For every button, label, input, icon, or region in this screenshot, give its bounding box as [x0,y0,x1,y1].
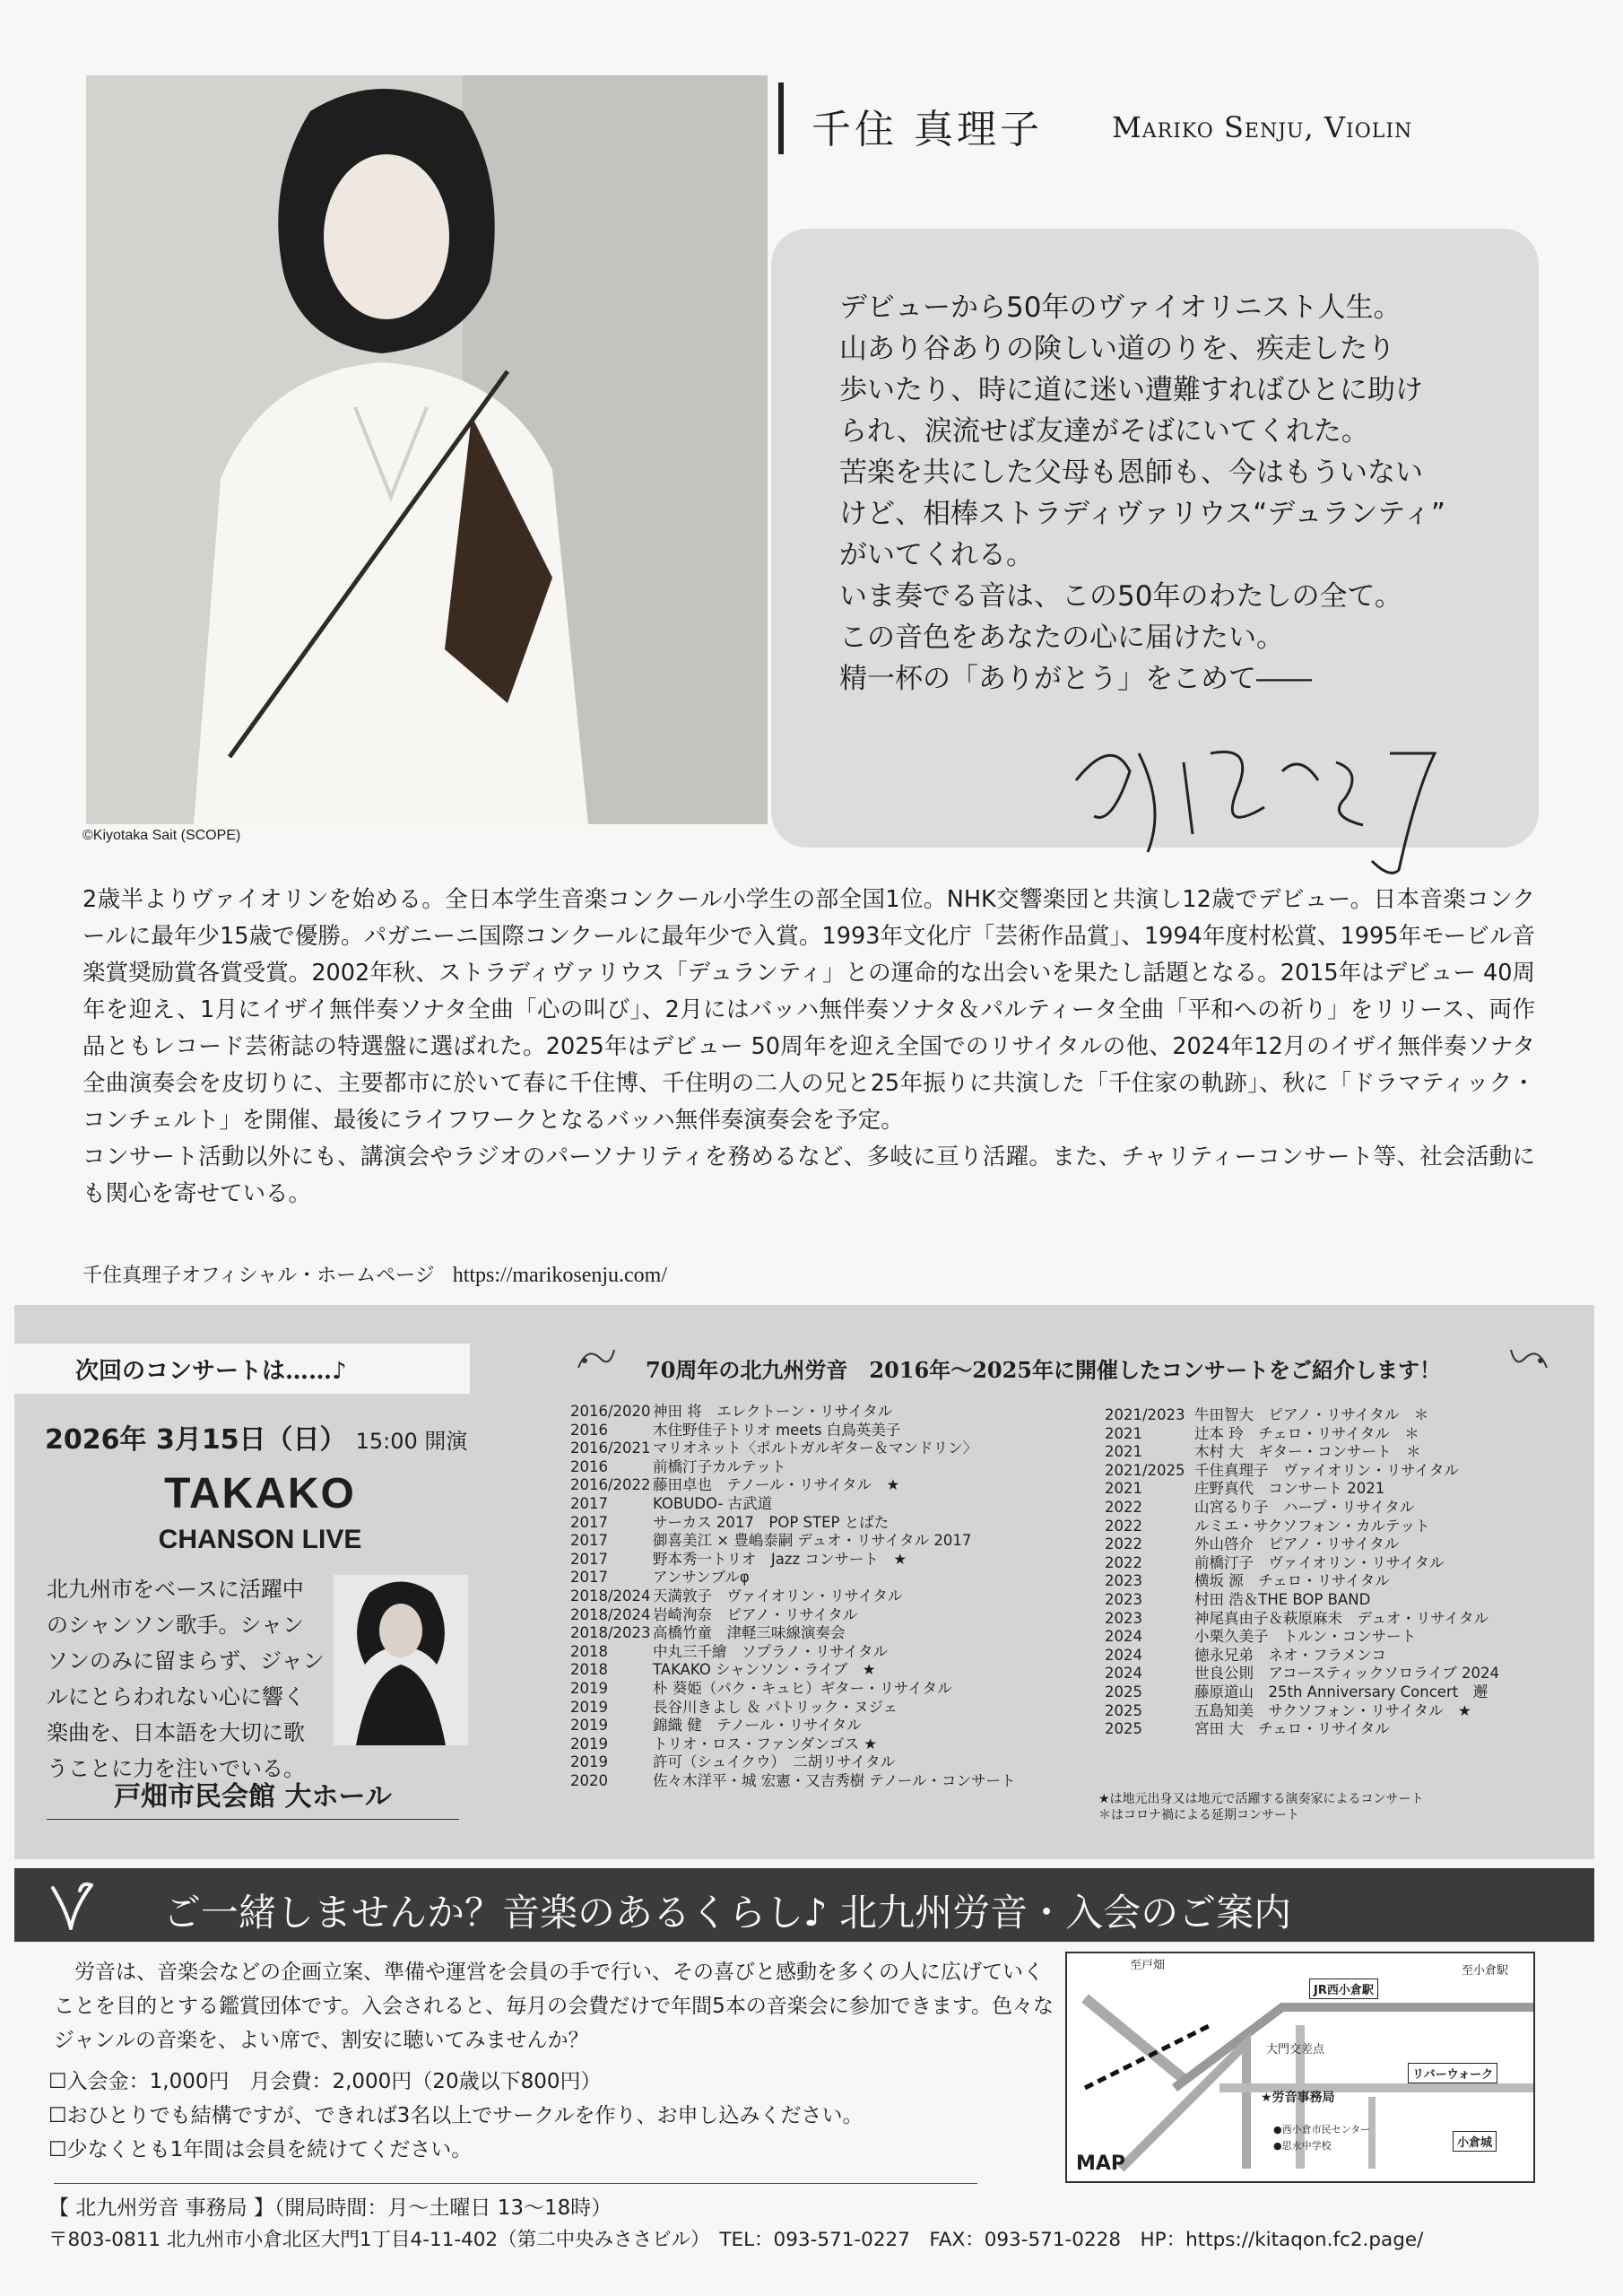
map-office: ★労音事務局 [1261,2091,1335,2105]
history-row [570,1606,1108,1625]
history-year: 2017 [570,1569,608,1587]
history-row [570,1422,1108,1440]
history-row [570,1661,1108,1680]
homepage-label: 千住真理子オフィシャル・ホームページ [82,1265,435,1287]
history-concert: 村田 浩＆THE BOP BAND [1194,1590,1371,1608]
history-row [570,1753,1108,1772]
history-year: 2022 [1105,1517,1142,1535]
history-year: 2016/2021 [570,1439,651,1457]
history-row [1105,1702,1571,1721]
photo-credit: ©Kiyotaka Sait (SCOPE) [82,828,241,843]
history-row [1105,1647,1571,1665]
history-concert: 高橋竹童 津軽三味線演奏会 [653,1624,846,1642]
concert-time: 15:00 開演 [355,1429,468,1454]
map-label: ●西小倉市民センター [1273,2124,1371,2135]
history-year: 2021 [1105,1424,1142,1442]
history-row [1105,1628,1571,1647]
history-row [1105,1406,1571,1425]
history-row [570,1532,1108,1551]
history-concert: マリオネット〈ポルトガルギター＆マンドリン〉 [653,1439,978,1457]
history-year: 2023 [1105,1572,1142,1590]
history-row [1105,1591,1571,1610]
history-row [570,1551,1108,1570]
office-hours: 【 北九州労音 事務局 】（開局時間：月～土曜日 13～18時） [48,2196,612,2220]
note-asterisk: ＊はコロナ禍による延期コンサート [1098,1808,1299,1822]
history-row [1105,1518,1571,1536]
history-row [570,1735,1108,1754]
history-row [1105,1499,1571,1518]
history-year: 2025 [1105,1720,1142,1738]
history-year: 2016/2022 [570,1476,651,1494]
history-year: 2017 [570,1550,608,1568]
divider [54,2183,977,2184]
history-year: 2017 [570,1513,608,1531]
history-row [1105,1572,1571,1591]
history-concert: 錦織 健 テノール・リサイタル [653,1717,862,1735]
history-concert: 世良公則 アコースティックソロライブ 2024 [1194,1665,1499,1683]
history-year: 2025 [1105,1683,1142,1700]
history-row [570,1403,1108,1422]
history-concert: 木村 大 ギター・コンサート ＊ [1194,1443,1421,1461]
join-description [54,1955,1058,2057]
singer-photo [334,1575,468,1745]
history-concert: KOBUDO- 古武道 [653,1494,773,1512]
next-concert-datetime [45,1417,467,1457]
map-label: ●思永中学校 [1273,2140,1332,2152]
ornament-icon [574,1341,619,1377]
history-row [1105,1683,1571,1702]
ornament-icon [1506,1341,1551,1377]
history-notes [1098,1791,1424,1823]
history-row [570,1717,1108,1735]
history-row [1105,1462,1571,1481]
history-concert: 庄野真代 コンサート 2021 [1194,1480,1385,1498]
history-year: 2018/2023 [570,1624,651,1642]
history-concert: 藤田卓也 テノール・リサイタル ★ [653,1476,900,1494]
history-year: 2021/2023 [1105,1406,1185,1423]
history-row [570,1476,1108,1495]
history-concert: アンサンブルφ [653,1569,750,1587]
history-concert: 山宮るり子 ハープ・リサイタル [1194,1498,1415,1516]
history-year: 2024 [1105,1646,1142,1664]
history-year: 2019 [570,1735,608,1752]
concert-title: TAKAKO [164,1470,356,1518]
history-year: 2016/2020 [570,1403,651,1420]
history-concert: 長谷川きよし ＆ パトリック・ヌジェ [653,1698,898,1716]
join-title: ご一緒しませんか？音楽のあるくらし♪ 北九州労音・入会のご案内 [163,1891,1292,1935]
history-year: 2019 [570,1753,608,1771]
history-concert: 宮田 大 チェロ・リサイタル [1194,1720,1390,1738]
artist-photo [86,75,768,824]
history-concert: 前橋汀子カルテット [653,1457,786,1475]
message-line: この音色をあなたの心に届けたい。 [839,622,1284,654]
history-concert: TAKAKO シャンソン・ライブ ★ [653,1661,876,1679]
history-year: 2018/2024 [570,1605,651,1623]
history-row [1105,1480,1571,1499]
history-row [570,1439,1108,1458]
bio-paragraph: 2歳半よりヴァイオリンを始める。全日本学生音楽コンクール小学生の部全国1位。NHK交響楽団と共演し12歳でデビュー。日本音楽コンクールに最年少15歳で優勝。パガニーニ国際コンクールに最年少で入賞。1993年文化庁「芸術作品賞」、1994年度村松賞、1995年モービル音楽賞奨励賞各賞受賞。2002年秋、ストラディヴァリウス「デュランティ」との運命的な出会いを果たし話題となる。2015年はデビュー 40周年を迎え、1月にイザイ無伴奏ソナタ全曲「心の叫び」、2月にはバッハ無伴奏ソナタ＆パルティータ全曲「平和への祈り」をリリース、両作品ともレコード芸術誌の特選盤に選ばれた。2025年はデビュー 50周年を迎え全国でのリサイタルの他、2024年12月のイザイ無伴奏ソナタ全曲演奏会を皮切りに、主要都市に於いて春に千住博、千住明の二人の兄と25年振りに共演した「千住家の軌跡」、秋に「ドラマティック・コンチェルト」を開催、最後にライフワークとなるバッハ無伴奏演奏会を予定。 [82,886,1535,1134]
concert-venue: 戸畑市民会館 大ホール [47,1774,459,1820]
history-row [570,1569,1108,1587]
signature-image [1058,700,1506,879]
map-station: JR西小倉駅 [1309,1979,1378,1999]
join-paragraph: 労音は、音楽会などの企画立案、準備や運営を会員の手で行い、その喜びと感動を多くの人に広げていくことを目的とする鑑賞団体です。入会されると、毎月の会費だけで年間5本の音楽会に参加できます。色々なジャンルの音楽を、よい席で、割安に聴いてみませんか？ [54,1961,1054,2052]
history-concert: 朴 葵姫（パク・キュヒ）ギター・リサイタル [653,1679,952,1697]
history-concert: 中丸三千繪 ソプラノ・リサイタル [653,1642,889,1660]
history-year: 2022 [1105,1553,1142,1571]
history-concert: 牛田智大 ピアノ・リサイタル ＊ [1194,1406,1429,1423]
history-year: 2022 [1105,1498,1142,1516]
concert-description: 北九州市をベースに活躍中のシャンソン歌手。シャンソンのみに留まらず、ジャンルにとらわれない心に響く楽曲を、日本語を大切に歌うことに力を注いでいる。 [47,1577,325,1781]
join-condition-fee: ☐入会金：1,000円 月会費：2,000円（20歳以下800円） [48,2070,602,2093]
history-row [570,1624,1108,1643]
history-concert: 藤原道山 25th Anniversary Concert 邂 [1194,1683,1488,1700]
history-year: 2020 [570,1771,608,1789]
name-divider [778,83,784,154]
history-concert: 岩崎洵奈 ピアノ・リサイタル [653,1605,858,1623]
map-landmark: 小倉城 [1453,2131,1497,2152]
history-concert: 神田 将 エレクトーン・リサイタル [653,1403,893,1420]
history-year: 2025 [1105,1701,1142,1719]
access-map [1065,1952,1535,2183]
message-line: 精一杯の「ありがとう」をこめて―― [839,663,1312,695]
history-concert: サーカス 2017 POP STEP とばた [653,1513,890,1531]
history-row [570,1699,1108,1718]
history-row [570,1643,1108,1662]
history-year: 2018 [570,1642,608,1660]
history-concert: 佐々木洋平・城 宏憲・又吉秀樹 テノール・コンサート [653,1771,1016,1789]
join-condition-term: ☐少なくとも1年間は会員を続けてください。 [48,2138,473,2161]
history-row [570,1587,1108,1606]
history-concert: ルミエ・サクソフォン・カルテット [1194,1517,1430,1535]
message-line: デビューから50年のヴァイオリニスト人生。 [839,291,1402,324]
history-concert: トリオ・ロス・ファンダンゴス ★ [653,1735,878,1752]
history-concert: 野本秀一トリオ Jazz コンサート ★ [653,1550,907,1568]
history-row [1105,1665,1571,1683]
artist-message [839,287,1521,700]
history-concert: 辻本 玲 チェロ・リサイタル ＊ [1194,1424,1419,1442]
join-conditions [48,2065,864,2167]
map-label: 至戸畑 [1130,1959,1166,1972]
history-year: 2017 [570,1494,608,1512]
artist-name-ja: 千住 真理子 [812,107,1043,152]
history-year: 2023 [1105,1609,1142,1627]
history-title: 70周年の北九州労音 2016年～2025年に開催したコンサートをご紹介します！ [646,1357,1441,1383]
music-note-icon [39,1874,102,1937]
history-concert: 外山啓介 ピアノ・リサイタル [1194,1535,1400,1553]
history-concert: 天満敦子 ヴァイオリン・リサイタル [653,1587,903,1605]
history-year: 2023 [1105,1590,1142,1608]
history-row [570,1772,1108,1791]
concert-date: 2026年 3月15日（日） [45,1424,347,1456]
history-concert: 許可（シュイクウ） 二胡リサイタル [653,1753,896,1771]
history-year: 2019 [570,1717,608,1735]
history-row [1105,1610,1571,1629]
history-year: 2024 [1105,1628,1142,1646]
map-title: MAP [1076,2152,1126,2175]
office-contact: 〒803-0811 北九州市小倉北区大門1丁目4-11-402（第二中央みささビル） TEL：093-571-0227 FAX：093-571-0228 HP：https://kitaqon.fc2.page/ [48,2229,1424,2251]
message-line: いま奏でる音は、この50年のわたしの全て。 [839,580,1402,613]
map-landmark: リバーウォーク [1408,2063,1497,2083]
next-concert-label: 次回のコンサートは……♪ [75,1358,347,1385]
note-star: ★は地元出身又は地元で活躍する演奏家によるコンサート [1098,1792,1424,1806]
history-concert: 千住真理子 ヴァイオリン・リサイタル [1194,1461,1459,1479]
message-line: がいてくれる。 [839,539,1034,571]
history-row [1105,1720,1571,1739]
history-row [1105,1535,1571,1554]
artist-name-en: Mariko Senju, Violin [1112,110,1413,144]
history-row [1105,1443,1571,1462]
map-label: 至小倉駅 [1462,1964,1509,1978]
join-condition-circle: ☐おひとりでも結構ですが、できれば3名以上でサークルを作り、お申し込みください。 [48,2104,864,2127]
history-year: 2019 [570,1679,608,1697]
message-line: られ、涙流せば友達がそばにいてくれた。 [839,415,1369,448]
history-concert: 横坂 源 チェロ・リサイタル [1194,1572,1390,1590]
message-line: 歩いたり、時に道に迷い遭難すればひとに助け [839,374,1423,406]
history-row [570,1458,1108,1477]
history-row [570,1514,1108,1533]
history-concert: 御喜美江 × 豊嶋泰嗣 デュオ・リサイタル 2017 [653,1532,972,1550]
map-label: 大門交差点 [1266,2043,1325,2057]
history-year: 2018 [570,1661,608,1679]
history-concert: 木住野佳子トリオ meets 白鳥英美子 [653,1421,901,1439]
history-year: 2017 [570,1532,608,1550]
message-line: けど、相棒ストラディヴァリウス“デュランティ” [839,498,1445,530]
history-concert: 前橋汀子 ヴァイオリン・リサイタル [1194,1553,1445,1571]
bio-paragraph: コンサート活動以外にも、講演会やラジオのパーソナリティを務めるなど、多岐に亘り活躍。また、チャリティーコンサート等、社会活動にも関心を寄せている。 [82,1144,1535,1207]
history-row [570,1680,1108,1699]
artist-biography [82,882,1535,1213]
concert-subtitle: CHANSON LIVE [158,1525,362,1554]
history-year: 2024 [1105,1665,1142,1683]
history-row [1105,1554,1571,1573]
history-list-left [570,1403,1108,1790]
message-line: 苦楽を共にした父母も恩師も、今はもういない [839,457,1423,489]
history-year: 2021/2025 [1105,1461,1185,1479]
history-year: 2016 [570,1421,608,1439]
message-line: 山あり谷ありの険しい道のりを、疾走したり [839,333,1395,365]
history-year: 2019 [570,1698,608,1716]
history-year: 2021 [1105,1443,1142,1461]
history-row [570,1495,1108,1514]
history-concert: 徳永兄弟 ネオ・フラメンコ [1194,1646,1387,1664]
history-year: 2018/2024 [570,1587,651,1605]
history-row [1105,1425,1571,1444]
homepage-link[interactable]: https://marikosenju.com/ [452,1264,668,1287]
history-concert: 小栗久美子 トルン・コンサート [1194,1628,1417,1646]
history-year: 2021 [1105,1480,1142,1498]
history-concert: 神尾真由子＆萩原麻未 デュオ・リサイタル [1194,1609,1489,1627]
history-year: 2016 [570,1457,608,1475]
history-concert: 五島知美 サクソフォン・リサイタル ★ [1194,1701,1471,1719]
homepage-line [82,1260,667,1288]
history-year: 2022 [1105,1535,1142,1553]
history-list-right [1105,1406,1571,1739]
